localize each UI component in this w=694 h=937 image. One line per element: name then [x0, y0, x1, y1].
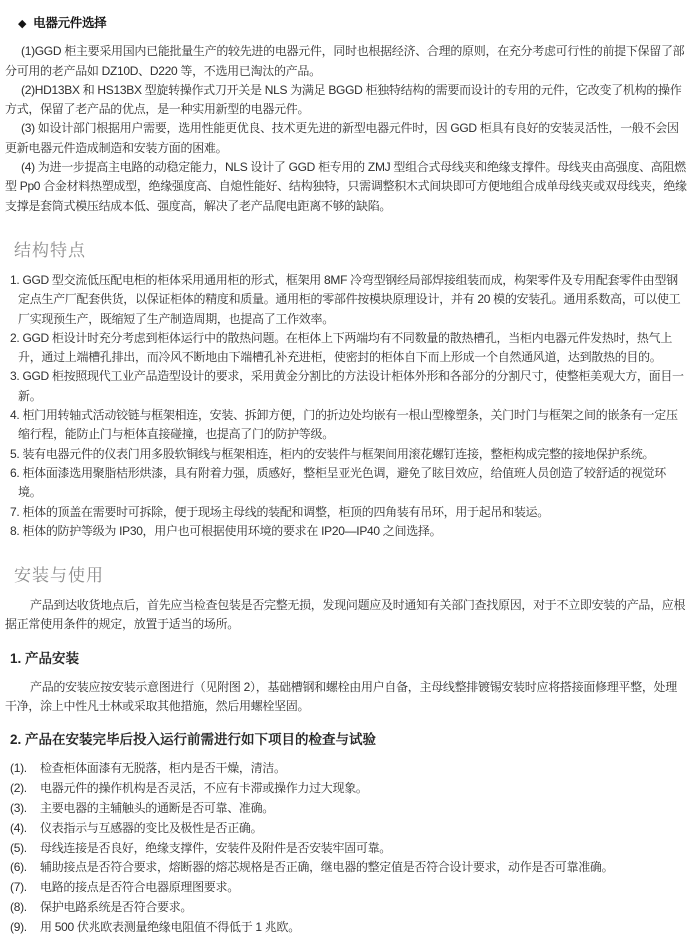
check-item-text: 电路的接点是否符合电器原理图要求。 — [40, 880, 239, 895]
structure-item-4: 4. 柜门用转轴式活动铰链与框架相连，安装、拆卸方便，门的折边处均嵌有一根山型橡塑条，关门时门与框架之间的嵌条有一定压缩行程，能防止门与柜体直接碰撞，也提高了门的防护等级。 — [10, 408, 678, 442]
check-item — [10, 819, 688, 839]
check-item — [10, 858, 688, 878]
check-item — [10, 898, 688, 918]
install-section-title: 安装与使用 — [14, 566, 104, 586]
check-list — [5, 759, 688, 937]
check-item-text: 保护电路系统是否符合要求。 — [40, 899, 193, 914]
structure-item-7: 7. 柜体的顶盖在需要时可拆除，便于现场主母线的装配和调整，柜顶的四角装有吊环，用于起吊和装运。 — [10, 504, 549, 519]
check-item — [10, 759, 688, 779]
check-item-text: 主要电器的主辅触头的通断是否可靠、准确。 — [40, 800, 275, 815]
check-item — [10, 839, 688, 859]
check-item-text: 电器元件的操作机构是否灵活，不应有卡滞或操作力过大现象。 — [40, 781, 368, 796]
diamond-bullet-icon: ◆ — [18, 18, 27, 30]
component-paragraph-4: (4) 为进一步提高主电路的动稳定能力，NLS 设计了 GGD 柜专用的 ZMJ 型组合式母线夹和绝缘支撑件。母线夹由高强度、高阻燃型 Pp0 合金材料热塑成型，绝缘强度高、自熄性能好、结构独特，只需调整积木式间块即可方便地组合成单母线夹或双母线夹，绝缘支撑是套筒式模压结成本低、强度高，解决了老产品爬电距离不够的缺陷。 — [5, 160, 687, 213]
component-paragraph-3: (3) 如设计部门根据用户需要，选用性能更优良、技术更先进的新型电器元件时，因 GGD 柜具有良好的安装灵活性，一般不会因更新电器元件造成制造和安装方面的困难。 — [5, 121, 679, 155]
check-item-number: (4). — [10, 820, 27, 835]
check-item-text: 母线连接是否良好，绝缘支撑件，安装件及附件是否安装牢固可靠。 — [40, 840, 392, 855]
structure-section-title: 结构特点 — [14, 240, 86, 260]
check-item-number: (5). — [10, 840, 27, 855]
check-item — [10, 779, 688, 799]
component-selection-header — [18, 14, 688, 34]
check-item-text: 用 500 伏兆欧表测量绝缘电阻值不得低于 1 兆欧。 — [40, 919, 300, 934]
structure-item-8: 8. 柜体的防护等级为 IP30，用户也可根据使用环境的要求在 IP20—IP40 之间选择。 — [10, 523, 442, 538]
structure-item-6: 6. 柜体面漆选用聚脂桔形烘漆，具有附着力强，质感好，整柜呈亚光色调，避免了眩目效应，给值班人员创造了较舒适的视觉环境。 — [10, 465, 666, 500]
structure-item-1: 1. GGD 型交流低压配电柜的柜体采用通用柜的形式，框架用 8MF 冷弯型钢经局部焊接组装而成，构架零件及专用配套零件由型钢定点生产厂配套供货，以保证柜体的精度和质量。通用柜的零部件按模块原理设计，并有 20 模的安装孔。通用系数高，可以使工厂实现预生产，既缩短了生产制造周期，也提高了工作效率。 — [10, 272, 681, 326]
install-intro-paragraph: 产品到达收货地点后，首先应当检查包装是否完整无损，发现问题应及时通知有关部门查找原因，对于不立即安装的产品，应根据正常使用条件的规定，放置于适当的场所。 — [5, 598, 686, 632]
structure-item-2: 2. GGD 柜设计时充分考虑到柜体运行中的散热问题。在柜体上下两端均有不同数量的散热槽孔，当柜内电器元件发热时，热气上升，通过上端槽孔排出，而冷风不断地由下端槽孔补充进柜，使密封的柜体自下而上形成一个自然通风道，达到散热的目的。 — [10, 330, 673, 365]
structure-item-5: 5. 装有电器元件的仪表门用多股软铜线与框架相连，柜内的安装件与框架间用滚花螺钉连接，整柜构成完整的接地保护系统。 — [10, 446, 655, 461]
component-paragraph-1: (1)GGD 柜主要采用国内已能批量生产的较先进的电器元件，同时也根据经济、合理的原则，在充分考虑可行性的前提下保留了部分可用的老产品如 DZ10D、D220 等，不选用已淘汰的产品。 — [5, 44, 685, 78]
check-item — [10, 878, 688, 898]
check-item-number: (6). — [10, 860, 27, 875]
check-item-number: (7). — [10, 880, 27, 895]
check-item — [10, 799, 688, 819]
check-item-text: 辅助接点是否符合要求，熔断器的熔芯规格是否正确，继电器的整定值是否符合设计要求，动作是否可靠准确。 — [40, 860, 614, 875]
structure-item-3: 3. GGD 柜按照现代工业产品造型设计的要求，采用黄金分割比的方法设计柜体外形和各部分的分割尺寸，使整柜美观大方，面目一新。 — [10, 369, 684, 403]
install-sub2-title: 2. 产品在安装完毕后投入运行前需进行如下项目的检查与试验 — [10, 732, 377, 748]
check-item-text: 检查柜体面漆有无脱落，柜内是否干燥，清洁。 — [40, 761, 286, 776]
component-paragraph-2: (2)HD13BX 和 HS13BX 型旋转操作式刀开关是 NLS 为满足 BGGD 柜独特结构的需要而设计的专用的元件，它改变了机构的操作方式，保留了老产品的优点，是一种实用新型的电器元件。 — [5, 82, 682, 117]
check-item-number: (2). — [10, 781, 27, 796]
component-selection-title: 电器元件选择 — [33, 16, 107, 30]
check-item-number: (8). — [10, 899, 27, 914]
install-sub1-title: 1. 产品安装 — [10, 650, 80, 666]
install-sub1-body: 产品的安装应按安装示意图进行（见附图 2），基础槽钢和螺栓由用户自备，主母线整排镀锡安装时应将搭接面修理平整，处理干净，涂上中性凡士林或采取其他措施，然后用螺栓坚固。 — [5, 679, 677, 714]
check-item-text: 仪表指示与互感器的变比及极性是否正确。 — [40, 820, 263, 835]
check-item-number: (1). — [10, 761, 27, 776]
check-item-number: (9). — [10, 919, 27, 934]
check-item-number: (3). — [10, 800, 27, 815]
check-item — [10, 918, 688, 937]
